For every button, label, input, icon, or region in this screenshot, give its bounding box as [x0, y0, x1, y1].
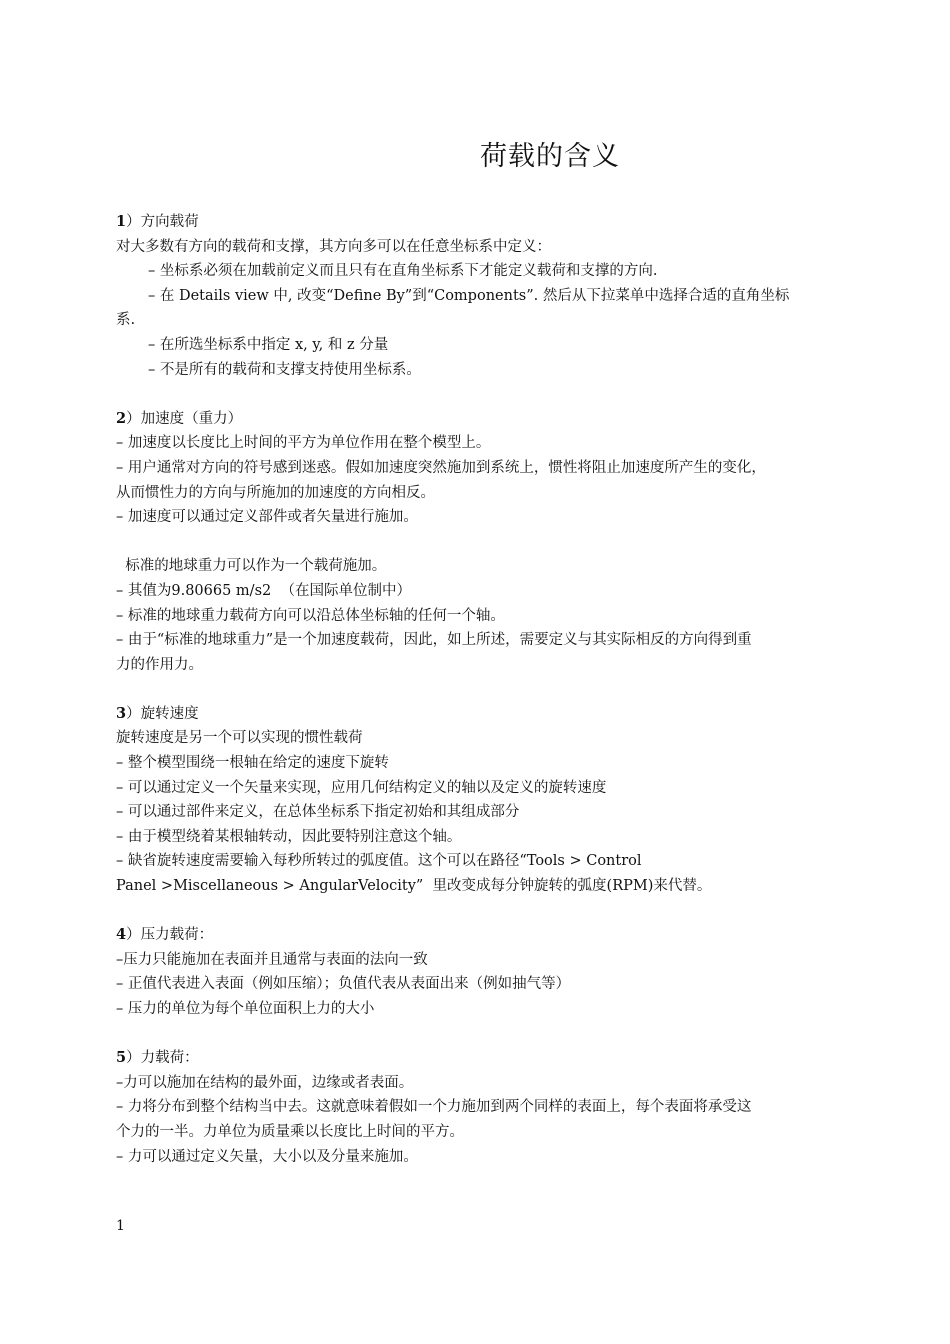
document-body [116, 210, 850, 1169]
list-item: – 其值为9.80665 m/s2 （在国际单位制中） [116, 582, 411, 599]
section-number: 2 [116, 409, 127, 427]
list-item-continuation: 力的作用力。 [116, 656, 203, 673]
section-2-heading [116, 407, 850, 432]
list-item: – 坐标系必须在加载前定义而且只有在直角坐标系下才能定义载荷和支撑的方向. [148, 263, 658, 280]
list-item: – 标准的地球重力载荷方向可以沿总体坐标轴的任何一个轴。 [116, 607, 505, 624]
list-item: – 正值代表进入表面（例如压缩）；负值代表从表面出来（例如抽气等） [116, 976, 571, 993]
list-item: – 在 Details view 中, 改变“Define By”到“Components”. 然后从下拉菜单中选择合适的直角坐标 [148, 287, 790, 304]
list-item: – 整个模型围绕一根轴在给定的速度下旋转 [116, 755, 389, 772]
section-title: ）力载荷： [126, 1050, 199, 1067]
section-title: ）旋转速度 [126, 705, 199, 722]
list-item: – 由于模型绕着某根轴转动，因此要特别注意这个轴。 [116, 828, 462, 845]
list-item: – 不是所有的载荷和支撑支持使用坐标系。 [148, 361, 421, 378]
list-item: – 力将分布到整个结构当中去。这就意味着假如一个力施加到两个同样的表面上，每个表面将承受这 [116, 1099, 752, 1116]
list-item-continuation: Panel >Miscellaneous > AngularVelocity” 里改变成每分钟旋转的弧度(RPM)来代替。 [116, 878, 712, 895]
list-item: – 可以通过定义一个矢量来实现，应用几何结构定义的轴以及定义的旋转速度 [116, 779, 607, 796]
paragraph: 对大多数有方向的载荷和支撑，其方向多可以在任意坐标系中定义： [116, 238, 551, 255]
list-item-continuation: 从而惯性力的方向与所施加的加速度的方向相反。 [116, 484, 435, 501]
section-number: 1 [116, 213, 127, 230]
list-item: – 用户通常对方向的符号感到迷惑。假如加速度突然施加到系统上，惯性将阻止加速度所产生的变化， [116, 459, 766, 476]
section-5-heading [116, 1046, 850, 1071]
section-number: 4 [116, 926, 127, 944]
page-number: 1 [116, 1218, 125, 1234]
section-title: ）加速度（重力） [126, 410, 243, 427]
section-number: 5 [116, 1049, 127, 1067]
list-item: – 加速度以长度比上时间的平方为单位作用在整个模型上。 [116, 435, 491, 452]
section-4-heading [116, 923, 850, 948]
section-number: 3 [116, 704, 127, 722]
list-item: – 力可以通过定义矢量，大小以及分量来施加。 [116, 1148, 418, 1165]
page-title: 荷载的含义 [480, 141, 620, 172]
section-3-heading [116, 702, 850, 727]
section-title: ）压力载荷： [126, 927, 214, 944]
list-item: –力可以施加在结构的最外面，边缘或者表面。 [116, 1074, 414, 1091]
list-item: – 加速度可以通过定义部件或者矢量进行施加。 [116, 509, 418, 526]
list-item: – 可以通过部件来定义，在总体坐标系下指定初始和其组成部分 [116, 804, 520, 821]
list-item-continuation: 个力的一半。力单位为质量乘以长度比上时间的平方。 [116, 1123, 464, 1140]
list-item-continuation: 系. [116, 312, 136, 329]
list-item: – 缺省旋转速度需要输入每秒所转过的弧度值。这个可以在路径“Tools > Control [116, 853, 642, 870]
section-title: ）方向载荷 [126, 214, 199, 230]
paragraph: 标准的地球重力可以作为一个载荷施加。 [116, 558, 387, 575]
list-item: – 在所选坐标系中指定 x, y, 和 z 分量 [148, 336, 389, 353]
list-item: – 压力的单位为每个单位面积上力的大小 [116, 1001, 375, 1017]
list-item: – 由于“标准的地球重力”是一个加速度载荷，因此，如上所述，需要定义与其实际相反的方向得到重 [116, 632, 752, 649]
paragraph: 旋转速度是另一个可以实现的惯性载荷 [116, 730, 363, 747]
list-item: –压力只能施加在表面并且通常与表面的法向一致 [116, 951, 428, 968]
section-1-heading [116, 210, 850, 235]
